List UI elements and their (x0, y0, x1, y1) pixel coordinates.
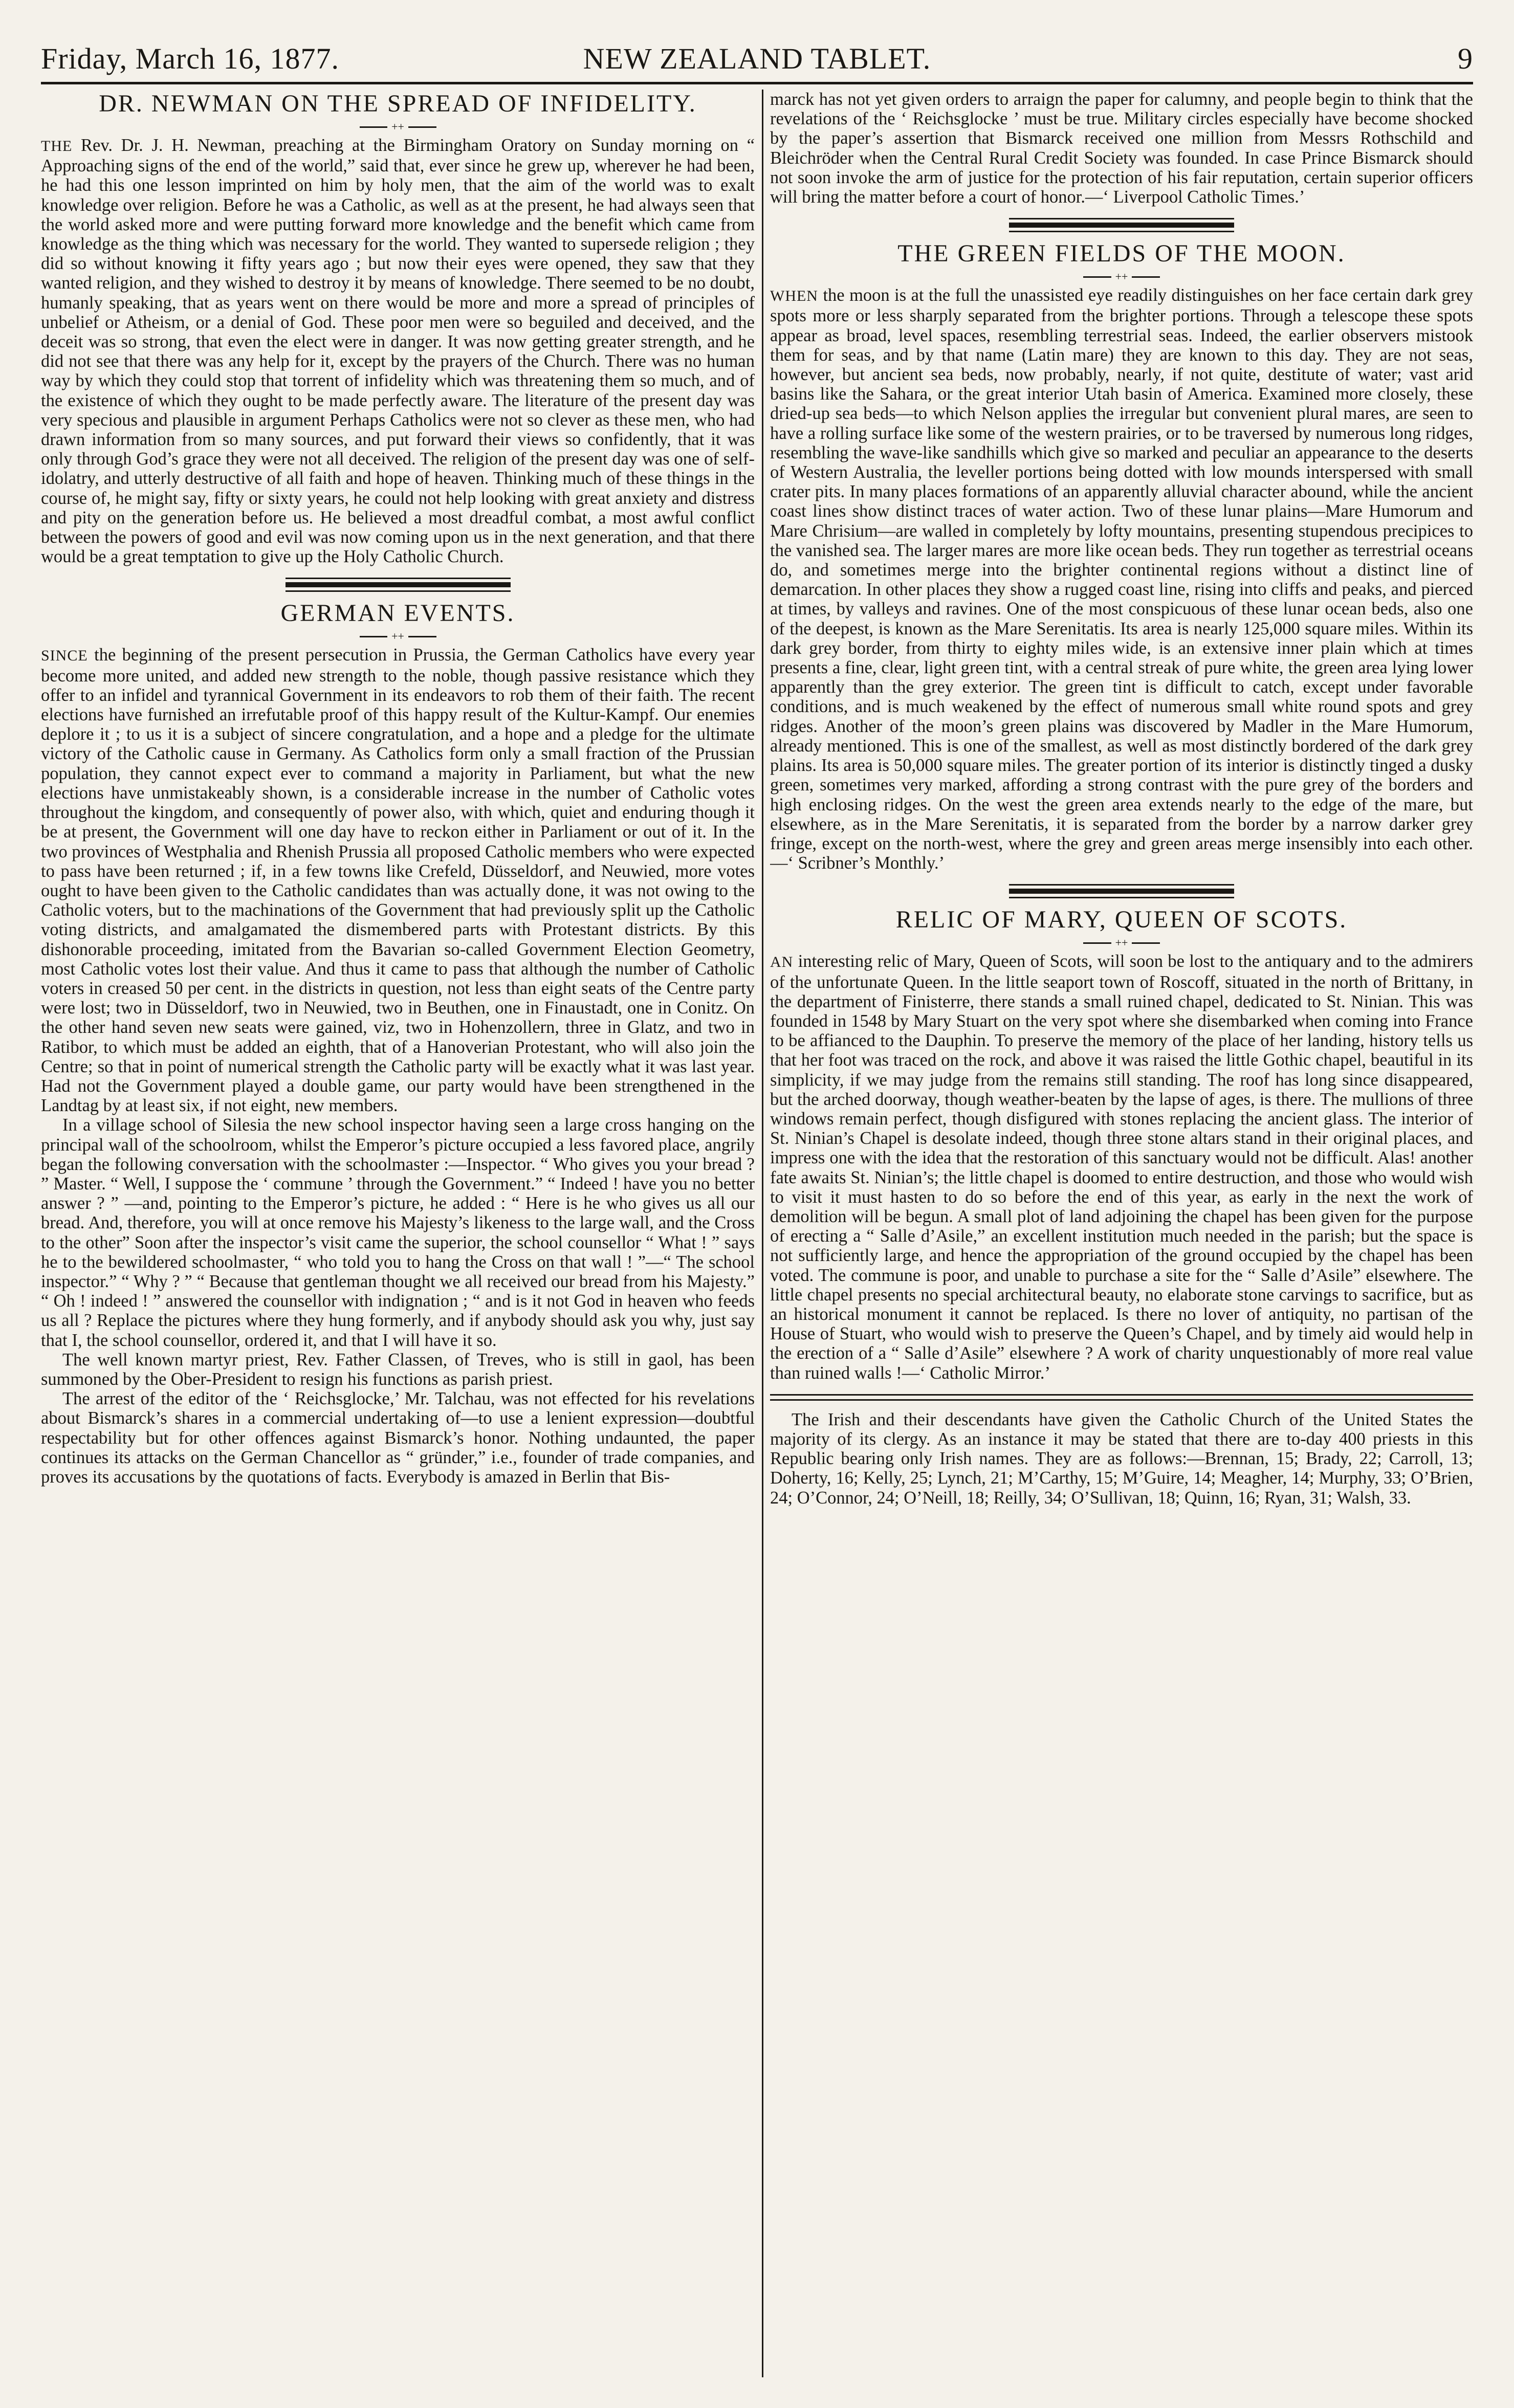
article-relic-mary-queen-of-scots (770, 905, 1473, 1382)
right-column (770, 90, 1473, 2377)
section-separator (770, 1394, 1473, 1401)
article-title: GERMAN EVENTS. (280, 600, 515, 627)
newspaper-title: NEW ZEALAND TABLET. (583, 42, 931, 75)
article-paragraph: In a village school of Silesia the new school inspector having seen a large cross hanging on the principal wall of the schoolroom, whilst the Emperor’s picture occupied a less favored place, angrily began the following conversation with the schoolmaster :—Inspector. “ Who gives you your bread ? ” Master. “ Well, I suppose the ‘ commune ’ through the Government.” “ Indeed ! have you no better answer ? ” —and, pointing to the Emperor’s picture, he added : “ Here is he who gives us all our bread. And, therefore, you will at once remove his Majesty’s likeness to the large wall, and the Cross to the other” Soon after the inspector’s visit came the superior, the school counsellor “ What ! ” says he to the bewildered schoolmaster, “ who told you to hang the Cross on that wall ! ”—“ The school inspector.” “ Why ? ” “ Because that gentleman thought we all received our bread from his Majesty.” “ Oh ! indeed ! ” answered the counsellor with indignation ; “ and is it not God in heaven who feeds us all ? Replace the pictures where they hung formerly, and if anybody should ask you why, just say that I, the school counsellor, ordered it, and that I will have it so. (41, 1115, 755, 1350)
left-column (41, 90, 755, 2377)
section-separator (1009, 884, 1234, 898)
article-title: RELIC OF MARY, QUEEN OF SCOTS. (895, 906, 1348, 934)
running-head (41, 36, 1473, 84)
article-green-fields-moon (770, 239, 1473, 873)
title-ornament: ++ (770, 934, 1473, 952)
article-newman (41, 90, 755, 566)
title-ornament: ++ (41, 118, 755, 136)
article-paragraph: THE Rev. Dr. J. H. Newman, preaching at the Birmingham Oratory on Sunday morning on “ Approaching signs of the end of the world,” said that, ever since he grew up, wherever he had been, he had this one lesson imprinted on him by holy men, that the aim of the world was to exalt knowledge over religion. Before he was a Catholic, as well as at the present, he had always seen that the world asked more and were putting forward more knowledge and the benefit which came from knowledge as the thing which was necessary for the world. They wanted to supersede religion ; they did so without knowing it fifty years ago ; but now their eyes were opened, they saw that they wanted religion, and they wished to destroy it by means of knowledge. There seemed to be no doubt, humanly speaking, that as years went on there would be more and more a spread of principles of unbelief or Atheism, or a denial of God. These poor men were so beguiled and deceived, and the deceit was so strong, that even the elect were in danger. It was now getting greater strength, and he did not see that there was any help for it, except by the prayers of the Church. There was no human way by which they could stop that torrent of infidelity which was threatening them so much, and of the existence of which they ought to be made perfectly aware. The literature of the present day was very specious and plausible in argument Perhaps Catholics were not so clever as these men, who had drawn information from so many sources, and put forward their views so confidently, that it was only through God’s grace they were not all deceived. The religion of the present day was one of self-idolatry, and utterly destructive of all faith and hope of heaven. Thinking much of these things in the course of, he might say, fifty or sixty years, he could not help looking with great anxiety and distress and pity on the generation before us. He believed a most dreadful combat, a most awful conflict between the powers of good and evil was now coming upon us in the next generation, and that there would be a great temptation to give up the Holy Catholic Church. (41, 136, 755, 567)
drop-lead: SINCE (41, 647, 88, 665)
article-title: DR. NEWMAN ON THE SPREAD OF INFIDELITY. (99, 90, 697, 117)
drop-lead: THE (41, 138, 73, 154)
drop-lead: AN (770, 954, 794, 971)
column-rule (762, 90, 763, 2377)
columns (41, 90, 1473, 2377)
issue-date: Friday, March 16, 1877. (41, 42, 340, 75)
article-paragraph: The arrest of the editor of the ‘ Reichsglocke,’ Mr. Talchau, was not effected for his revelations about Bismarck’s shares in a commercial undertaking of—to use a lenient expression—doubtful respectability but for other offences against Bismarck’s honor. Nothing undaunted, the paper continues its attacks on the German Chancellor as “ gründer,” i.e., founder of trade companies, and proves its accusations by the quotations of facts. Everybody is amazed in Berlin that Bis- (41, 1389, 755, 1487)
drop-lead: WHEN (770, 288, 818, 305)
title-ornament: ++ (770, 268, 1473, 285)
article-paragraph: The Irish and their descendants have given the Catholic Church of the United States the majority of its clergy. As an instance it may be stated that there are to-day 400 priests in this Republic bearing only Irish names. They are as follows:—Brennan, 15; Brady, 22; Carroll, 13; Doherty, 16; Kelly, 25; Lynch, 21; M’Carthy, 15; M’Guire, 14; Meagher, 14; Murphy, 33; O’Brien, 24; O’Connor, 24; O’Neill, 18; Reilly, 34; O’Sullivan, 18; Quinn, 16; Ryan, 31; Walsh, 33. (770, 1409, 1473, 1508)
article-paragraph: The well known martyr priest, Rev. Father Classen, of Treves, who is still in gaol, has been summoned by the Ober-President to resign his functions as parish priest. (41, 1350, 755, 1389)
article-paragraph: AN interesting relic of Mary, Queen of Scots, will soon be lost to the antiquary and to the admirers of the unfortunate Queen. In the little seaport town of Roscoff, situated in the north of Brittany, in the department of Finisterre, there stands a small ruined chapel, dedicated to St. Ninian. This was founded in 1548 by Mary Stuart on the very spot where she disembarked when coming into France to be affianced to the Dauphin. To preserve the memory of the place of her landing, history tells us that her foot was traced on the rock, and above it was raised the little Gothic chapel, beautiful in its simplicity, if we may judge from the remains still standing. The roof has long since disappeared, but the arched doorway, though weather-beaten by the lapse of ages, is there. The mullions of three windows remain perfect, though disfigured with stones replacing the ancient glass. The interior of St. Ninian’s Chapel is desolate indeed, though three stone altars stand in their original places, and impress one with the idea that the restoration of this sanctuary would not be difficult. Alas! another fate awaits St. Ninian’s; the little chapel is doomed to entire destruction, and those who would wish to visit it must hasten to do so before the end of this year, as early in the next the work of demolition will be begun. A small plot of land adjoining the chapel has been given for the purpose of erecting a “ Salle d’Asile,” an excellent institution much needed in the parish; but the space is not sufficiently large, and hence the appropriation of the ground occupied by the chapel has been voted. The commune is poor, and unable to purchase a site for the “ Salle d’Asile” elsewhere. The little chapel presents no special architectural beauty, no elaborate stone carvings to sacrifice, but as an historical monument it cannot be replaced. Is there no lover of antiquity, no partisan of the House of Stuart, who would wish to preserve the Queen’s Chapel, and by timely aid would help in the erection of a “ Salle d’Asile” elsewhere ? A work of charity unquestionably of more real value than ruined walls !—‘ Catholic Mirror.’ (770, 952, 1473, 1383)
title-ornament: ++ (41, 628, 755, 645)
article-paragraph-continued: marck has not yet given orders to arraign the paper for calumny, and people begin to think that the revelations of the ‘ Reichsglocke ’ must be true. Military circles especially have become shocked by the paper’s assertion that Bismarck received one million from Messrs Rothschild and Bleichröder when the Central Rural Credit Society was founded. In case Prince Bismarck should not soon invoke the arm of justice for the protection of his fair reputation, certain superior officers will bring the matter before a court of honor.—‘ Liverpool Catholic Times.’ (770, 90, 1473, 207)
article-paragraph: SINCE the beginning of the present persecution in Prussia, the German Catholics have every year become more united, and added new strength to the noble, though passive resistance which they offer to an infidel and tyrannical Government in its endeavors to rob them of their faith. The recent elections have furnished an irrefutable proof of this happy result of the Kultur-Kampf. Our enemies deplore it ; to us it is a subject of sincere congratulation, and a hope and a pledge for the ultimate victory of the Catholic cause in Germany. As Catholics form only a small fraction of the Prussian population, they cannot expect ever to command a majority in Parliament, but what the new elections have unmistakeably shown, is a considerable increase in the number of Catholic votes throughout the kingdom, and consequently of power also, with which, quiet and enduring though it be at present, the Government will one day have to reckon either in Parliament or out of it. In the two provinces of Westphalia and Rhenish Prussia all proposed Catholic members who were expected to pass have been returned ; if, in a few towns like Crefeld, Düsseldorf, and Neuwied, more votes ought to have been given to the Catholic candidates than was actually done, it was not owing to the Catholic voters, but to the machinations of the Government that had previously split up the Catholic voting districts, and amalgamated the dismembered parts with Protestant districts. By this dishonorable proceeding, imitated from the Bavarian so-called Government Election Geometry, most Catholic votes lost their value. And thus it came to pass that although the number of Catholic voters in creased 50 per cent. in the districts in question, not less than eight seats of the Centre party were lost; two in Düsseldorf, two in Neuwied, two in Beuthen, one in Finaustadt, one in Conitz. On the other hand seven new seats were gained, viz, two in Hohenzollern, three in Glatz, and two in Ratibor, to which must be added an eighth, that of a Hanoverian Protestant, who will also join the Centre; so that in point of numerical strength the Catholic party will be exactly what it was last year. Had not the Government played a double game, our party would have been strengthened in the Landtag by at least six, if not eight, new members. (41, 645, 755, 1116)
page-number: 9 (1458, 42, 1473, 75)
section-separator (1009, 218, 1234, 232)
article-title: THE GREEN FIELDS OF THE MOON. (897, 240, 1346, 268)
article-paragraph: WHEN the moon is at the full the unassisted eye readily distinguishes on her face certain dark grey spots more or less sharply separated from the brighter portions. Through a telescope these spots appear as broad, level spaces, resembling terrestrial seas. Indeed, the earlier observers mistook them for seas, and by that name (Latin mare) they are known to this day. They are not seas, however, but ancient sea beds, now probably, nearly, if not quite, destitute of water; vast arid basins like the Sahara, or the great interior Utah basin of America. Examined more closely, these dried-up sea beds—to which Nelson applies the irregular but convenient plural mares, are seen to have a rolling surface like some of the western prairies, or to be traversed by numerous long ridges, resembling the wave-like sandhills which give so marked and peculiar an appearance to the deserts of Western Australia, the leveller portions being dotted with low mounds interspersed with small crater pits. In many places formations of an apparently alluvial character abound, while the ancient coast lines show distinct traces of water action. Two of these lunar plains—Mare Humorum and Mare Chrisium—are walled in completely by lofty mountains, presenting stupendous precipices to the vanished sea. The larger mares are more like ocean beds. They run together as terrestrial oceans do, and sometimes merge into the brighter continental regions without a distinct line of demarcation. In other places they show a rugged coast line, rising into cliffs and peaks, and pierced at times, by valleys and ravines. One of the most conspicuous of these lunar ocean beds, also one of the deepest, is known as the Mare Serenitatis. Its area is nearly 125,000 square miles. Within its dark grey border, from thirty to eighty miles wide, is an extensive inner plain which at times presents a fine, clear, light green tint, with a central streak of pure white, the green area lying lower apparently than the grey exterior. The green tint is difficult to catch, except under favorable conditions, and is much weakened by the effect of numerous small white round spots and grey ridges. Another of the moon’s green plains was discovered by Madler in the Mare Humorum, already mentioned. This is one of the smallest, as well as most distinctly bordered of the dark grey plains. Its area is 50,000 square miles. The greater portion of its interior is distinctly tinged a dusky green, sometimes very marked, affording a strong contrast with the pure grey of the borders and high enclosing ridges. On the west the green area extends nearly to the edge of the mare, but elsewhere, as in the Mare Serenitatis, it is separated from the border by a narrow darker grey fringe, except on the north-west, where the grey and green areas merge insensibly into each other.—‘ Scribner’s Monthly.’ (770, 285, 1473, 873)
article-irish-clergy (770, 1410, 1473, 1508)
article-german-events (41, 599, 755, 1487)
section-separator (286, 578, 511, 592)
